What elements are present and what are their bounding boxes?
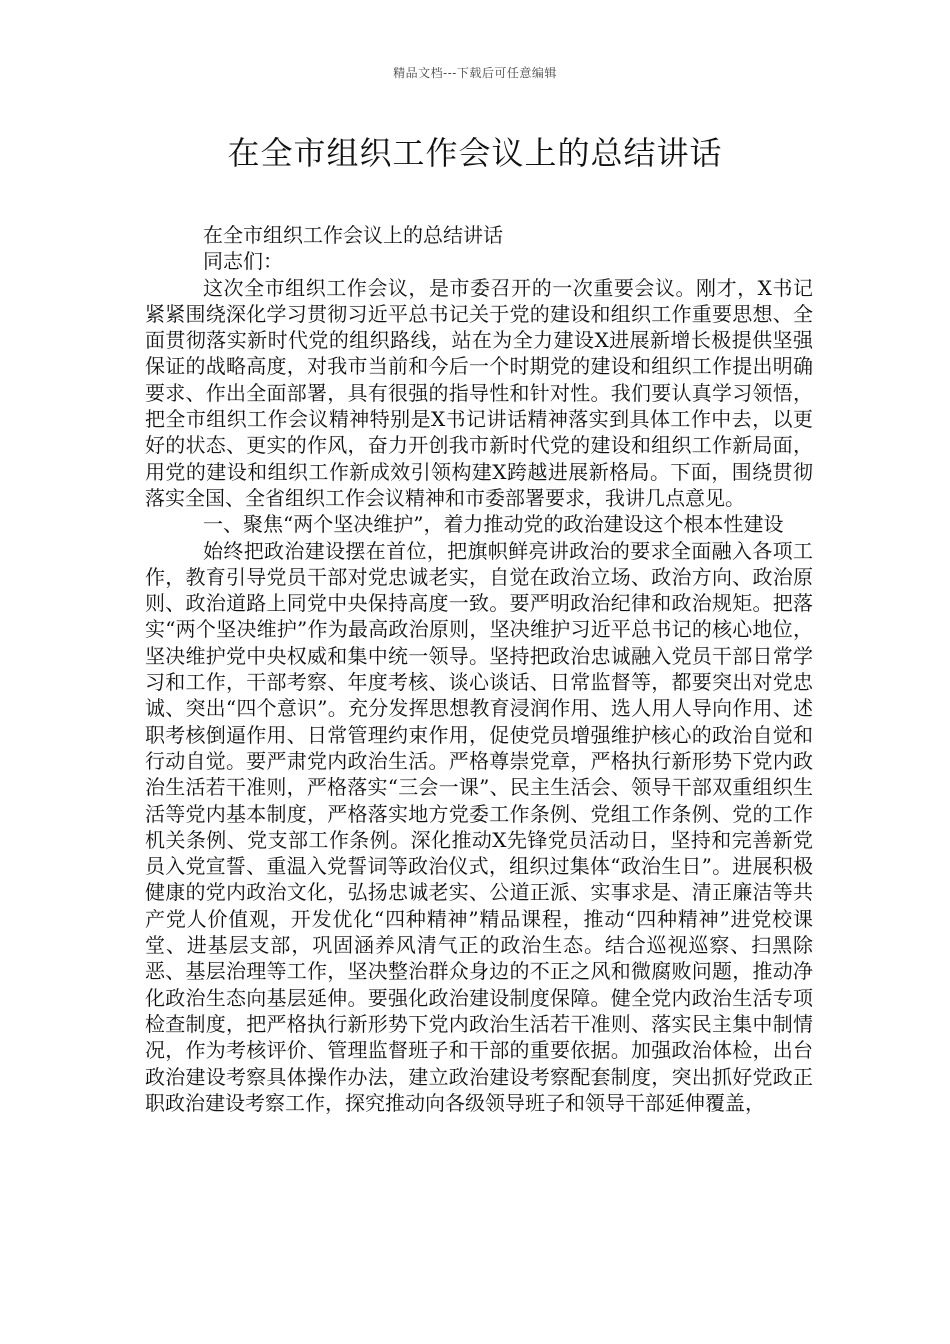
- section-body-paragraph: 始终把政治建设摆在首位，把旗帜鲜亮讲政治的要求全面融入各项工作，教育引导党员干部对党忠诚老实，自觉在政治立场、政治方向、政治原则、政治道路上同党中央保持高度一致。要严明政治纪律和政治规矩。把落实“两个坚决维护”作为最高政治原则，坚决维护习近平总书记的核心地位，坚决维护党中央权威和集中统一领导。坚持把政治忠诚融入党员干部日常学习和工作，干部考察、年度考核、谈心谈话、日常监督等，都要突出对党忠诚、突出“四个意识”。充分发挥思想教育浸润作用、选人用人导向作用、述职考核倒逼作用、日常管理约束作用，促使党员增强维护核心的政治自觉和行动自觉。要严肃党内政治生活。严格尊崇党章，严格执行新形势下党内政治生活若干准则，严格落实“三会一课”、民主生活会、领导干部双重组织生活等党内基本制度，严格落实地方党委工作条例、党组工作条例、党的工作机关条例、党支部工作条例。深化推动X先锋党员活动日，坚持和完善新党员入党宣誓、重温入党誓词等政治仪式，组织过集体“政治生日”。进展积极健康的党内政治文化，弘扬忠诚老实、公道正派、实事求是、清正廉洁等共产党人价值观，开发优化“四种精神”精品课程，推动“四种精神”进党校课堂、进基层支部，巩固涵养风清气正的政治生态。结合巡视巡察、扫黑除恶、基层治理等工作，坚决整治群众身边的不正之风和微腐败问题，推动净化政治生态向基层延伸。要强化政治建设制度保障。健全党内政治生活专项检查制度，把严格执行新形势下党内政治生活若干准则、落实民主集中制情况，作为考核评价、管理监督班子和干部的重要依据。加强政治体检，出台政治建设考察具体操作办法，建立政治建设考察配套制度，突出抓好党政正职政治建设考察工作，探究推动向各级领导班子和领导干部延伸覆盖，: [145, 538, 813, 1115]
- section-heading: 一、聚焦“两个坚决维护”，着力推动党的政治建设这个根本性建设: [203, 512, 784, 537]
- intro-paragraph: 这次全市组织工作会议，是市委召开的一次重要会议。刚才，X书记紧紧围绕深化学习贯彻习近平总书记关于党的建设和组织工作重要思想、全面贯彻落实新时代党的组织路线，站在为全力建设X进展新增长极提供坚强保证的战略高度，对我市当前和今后一个时期党的建设和组织工作提出明确要求、作出全面部署，具有很强的指导性和针对性。我们要认真学习领悟，把全市组织工作会议精神特别是X书记讲话精神落实到具体工作中去，以更好的状态、更实的作风，奋力开创我市新时代党的建设和组织工作新局面，用党的建设和组织工作新成效引领构建X跨越进展新格局。下面，围绕贯彻落实全国、全省组织工作会议精神和市委部署要求，我讲几点意见。: [145, 275, 813, 510]
- header-note: 精品文档---下载后可任意编辑: [393, 66, 557, 80]
- document-body: [145, 222, 813, 1116]
- document-title: 在全市组织工作会议上的总结讲话: [227, 134, 723, 172]
- subtitle-paragraph: 在全市组织工作会议上的总结讲话: [203, 223, 503, 247]
- salutation-paragraph: 同志们：: [203, 249, 283, 274]
